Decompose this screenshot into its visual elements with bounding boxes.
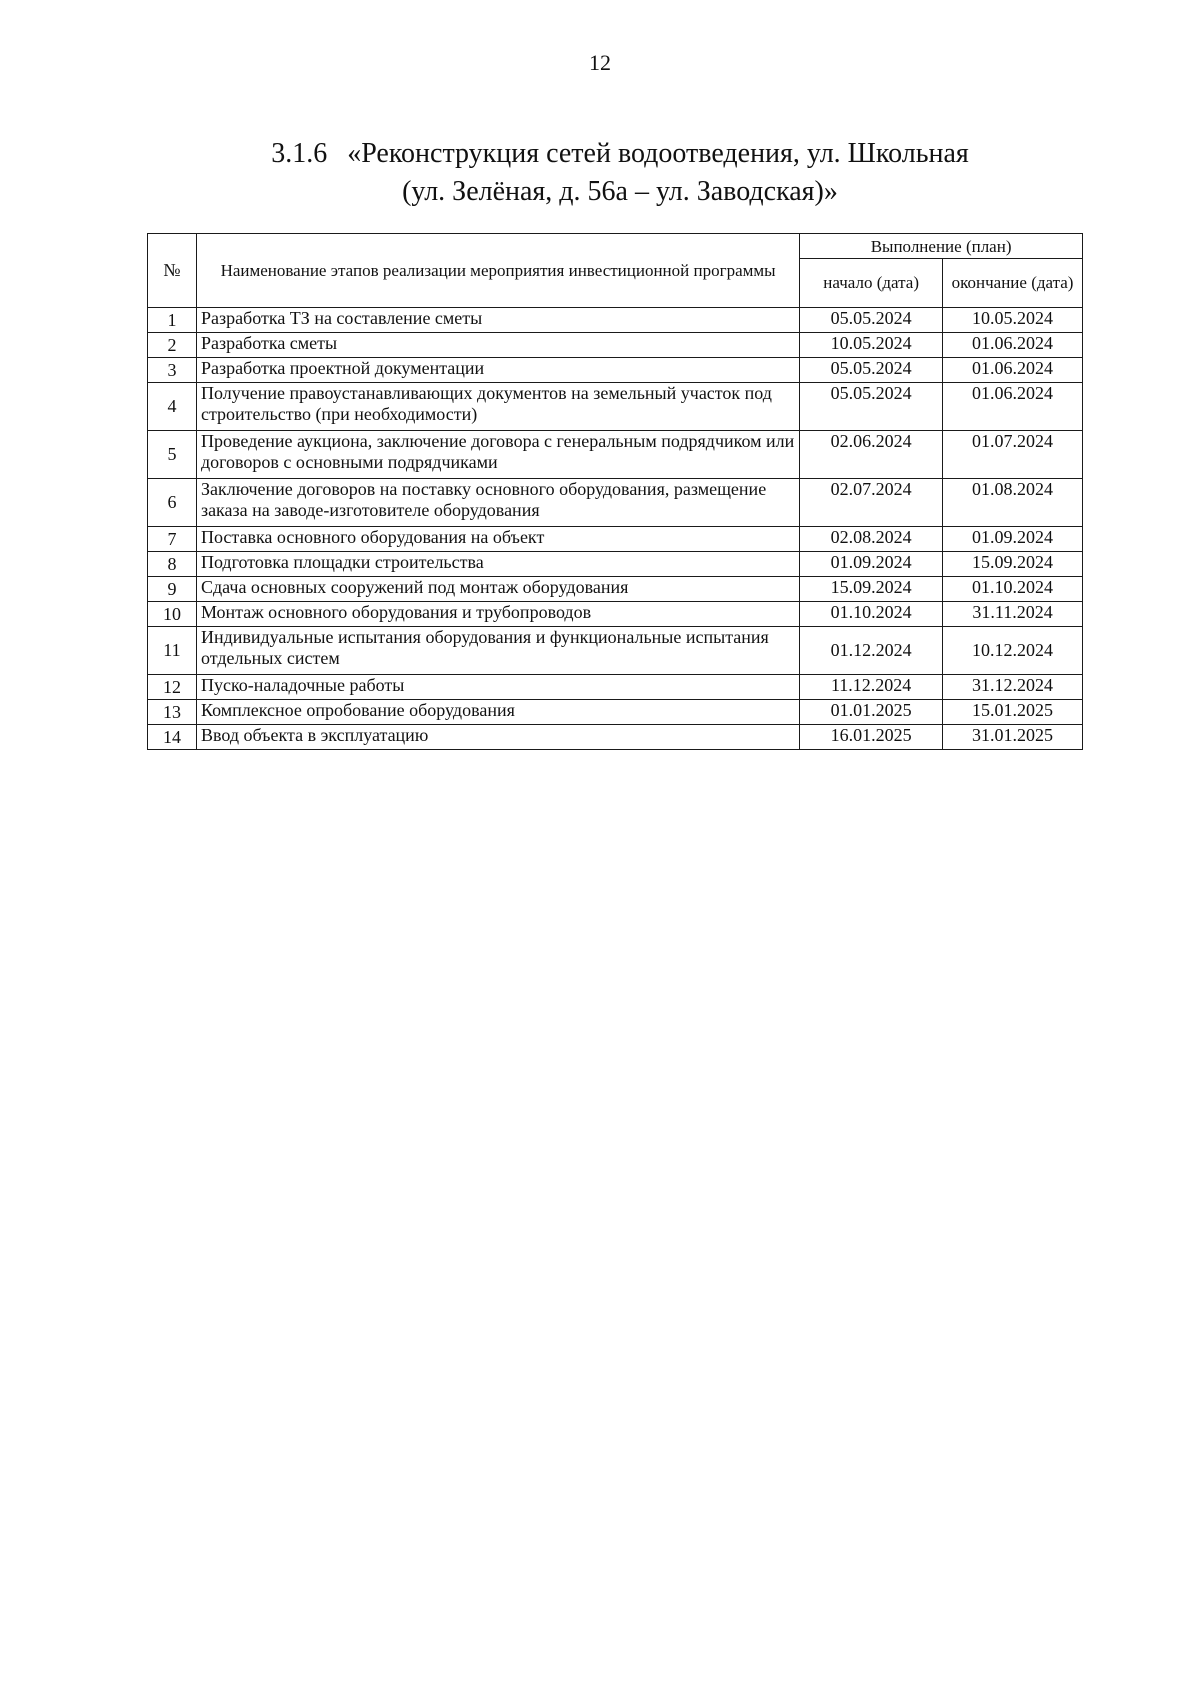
start-date: 01.12.2024 — [800, 627, 943, 675]
stage-name: Ввод объекта в эксплуатацию — [196, 725, 799, 750]
row-number: 5 — [148, 431, 197, 479]
table-row — [148, 577, 1083, 602]
page-number: 12 — [589, 50, 611, 75]
title-text-line-1: «Реконструкция сетей водоотведения, ул. Школьная — [347, 138, 969, 169]
table-row — [148, 308, 1083, 333]
start-date: 05.05.2024 — [800, 358, 943, 383]
document-title — [150, 135, 1090, 211]
end-date: 15.01.2025 — [943, 700, 1083, 725]
stage-name: Индивидуальные испытания оборудования и функциональные испытания отдельных систем — [196, 627, 799, 675]
start-date: 01.01.2025 — [800, 700, 943, 725]
end-date: 10.12.2024 — [943, 627, 1083, 675]
title-text-line-2: (ул. Зелёная, д. 56а – ул. Заводская)» — [402, 176, 838, 207]
end-date: 01.10.2024 — [943, 577, 1083, 602]
header-number: № — [148, 234, 197, 308]
stage-name: Комплексное опробование оборудования — [196, 700, 799, 725]
table-row — [148, 333, 1083, 358]
stage-name: Пуско-наладочные работы — [196, 675, 799, 700]
table-row — [148, 479, 1083, 527]
start-date: 11.12.2024 — [800, 675, 943, 700]
stage-name: Заключение договоров на поставку основного оборудования, размещение заказа на заводе-изготовителе оборудования — [196, 479, 799, 527]
row-number: 3 — [148, 358, 197, 383]
end-date: 01.07.2024 — [943, 431, 1083, 479]
schedule-table — [147, 233, 1083, 750]
table-row — [148, 700, 1083, 725]
row-number: 4 — [148, 383, 197, 431]
table-header — [148, 234, 1083, 308]
stage-name: Проведение аукциона, заключение договора с генеральным подрядчиком или договоров с основными подрядчиками — [196, 431, 799, 479]
table-body — [148, 308, 1083, 750]
row-number: 1 — [148, 308, 197, 333]
row-number: 13 — [148, 700, 197, 725]
row-number: 10 — [148, 602, 197, 627]
stage-name: Подготовка площадки строительства — [196, 552, 799, 577]
table-row — [148, 675, 1083, 700]
end-date: 15.09.2024 — [943, 552, 1083, 577]
table-row — [148, 627, 1083, 675]
start-date: 01.10.2024 — [800, 602, 943, 627]
stage-name: Сдача основных сооружений под монтаж оборудования — [196, 577, 799, 602]
table-row — [148, 383, 1083, 431]
end-date: 31.01.2025 — [943, 725, 1083, 750]
table-row — [148, 431, 1083, 479]
end-date: 01.06.2024 — [943, 358, 1083, 383]
table-row — [148, 725, 1083, 750]
stage-name: Поставка основного оборудования на объект — [196, 527, 799, 552]
stage-name: Разработка проектной документации — [196, 358, 799, 383]
start-date: 02.06.2024 — [800, 431, 943, 479]
start-date: 05.05.2024 — [800, 308, 943, 333]
header-execution-plan: Выполнение (план) — [800, 234, 1083, 259]
end-date: 31.12.2024 — [943, 675, 1083, 700]
start-date: 02.08.2024 — [800, 527, 943, 552]
section-number: 3.1.6 — [271, 138, 328, 169]
header-start-date: начало (дата) — [800, 259, 943, 308]
end-date: 01.06.2024 — [943, 333, 1083, 358]
row-number: 11 — [148, 627, 197, 675]
end-date: 10.05.2024 — [943, 308, 1083, 333]
end-date: 01.09.2024 — [943, 527, 1083, 552]
row-number: 12 — [148, 675, 197, 700]
start-date: 16.01.2025 — [800, 725, 943, 750]
row-number: 14 — [148, 725, 197, 750]
header-stage-name: Наименование этапов реализации мероприятия инвестиционной программы — [196, 234, 799, 308]
start-date: 15.09.2024 — [800, 577, 943, 602]
stage-name: Разработка ТЗ на составление сметы — [196, 308, 799, 333]
end-date: 31.11.2024 — [943, 602, 1083, 627]
row-number: 9 — [148, 577, 197, 602]
row-number: 7 — [148, 527, 197, 552]
table-row — [148, 358, 1083, 383]
start-date: 05.05.2024 — [800, 383, 943, 431]
start-date: 01.09.2024 — [800, 552, 943, 577]
table-row — [148, 552, 1083, 577]
start-date: 02.07.2024 — [800, 479, 943, 527]
table-row — [148, 527, 1083, 552]
table-row — [148, 602, 1083, 627]
header-end-date: окончание (дата) — [943, 259, 1083, 308]
stage-name: Монтаж основного оборудования и трубопроводов — [196, 602, 799, 627]
title-line-1 — [150, 135, 1090, 173]
end-date: 01.08.2024 — [943, 479, 1083, 527]
end-date: 01.06.2024 — [943, 383, 1083, 431]
row-number: 8 — [148, 552, 197, 577]
row-number: 6 — [148, 479, 197, 527]
stage-name: Разработка сметы — [196, 333, 799, 358]
row-number: 2 — [148, 333, 197, 358]
start-date: 10.05.2024 — [800, 333, 943, 358]
stage-name: Получение правоустанавливающих документов на земельный участок под строительство (при необходимости) — [196, 383, 799, 431]
